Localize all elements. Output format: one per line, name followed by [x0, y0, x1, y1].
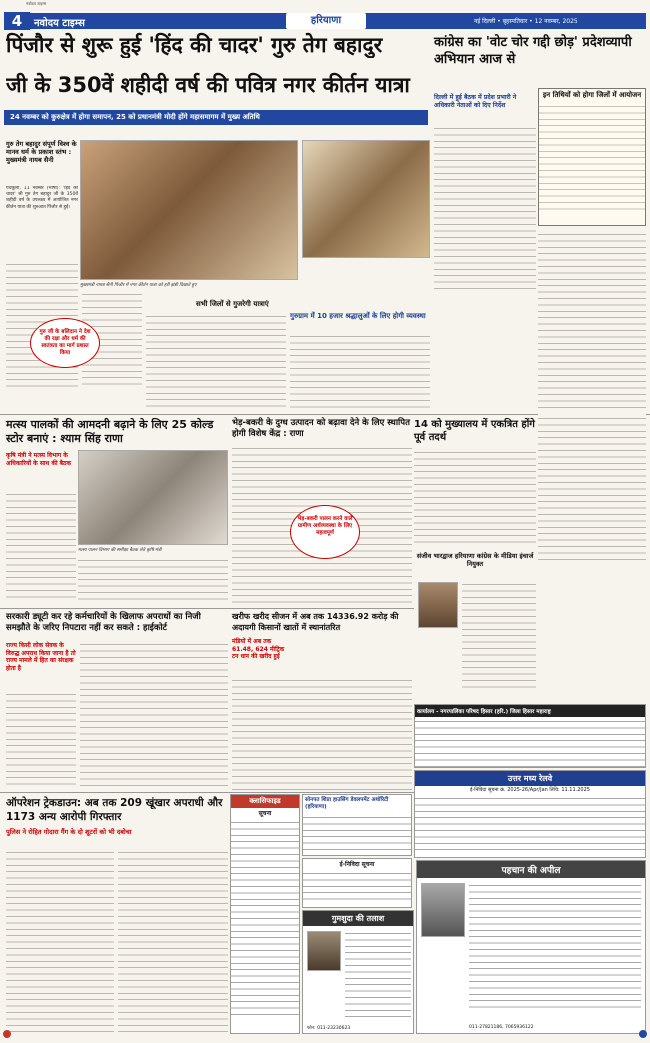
media-incharge-story — [414, 552, 536, 702]
lead-byline: पंचकूला, 11 नवम्बर (भाषा): 'हिंद की चादर' श्री गुरु तेग बहादुर जी के 350वें शहीदी वर्ष के उपलक्ष्य में आयोजित नगर कीर्तन यात्रा की शुरुआत पिंजौर से हुई। — [6, 186, 78, 210]
classified-body — [231, 818, 299, 1018]
paper-name: नवोदय टाइम्स — [34, 18, 85, 29]
missing-title: गुमशुदा की तलाश — [303, 911, 413, 926]
person-photo — [418, 582, 458, 628]
masthead-bar — [4, 13, 646, 29]
top-ribbon — [0, 0, 650, 12]
classified-title: क्लासिफाइड — [231, 795, 299, 808]
court-body — [6, 690, 76, 790]
classified-box — [230, 794, 300, 1034]
middle-headline-2: गुरुग्राम में 10 हजार श्रद्धालुओं के लिए होगी व्यवस्था — [290, 312, 426, 320]
identity-appeal-ad — [416, 860, 646, 1034]
dates-box-body — [539, 102, 645, 212]
registration-mark-left — [3, 1030, 11, 1038]
company-ad — [302, 794, 412, 856]
page-number: 4 — [4, 12, 30, 30]
fish-caption: मत्स्य पालन विभाग की समीक्षा बैठक लेते कृषि मंत्री — [78, 548, 162, 553]
dates-box — [538, 88, 646, 226]
court-body-2 — [80, 640, 228, 790]
middle-headline-1: सभी जिलों से गुजरेगी यात्राएं — [196, 300, 269, 308]
congress-headline: कांग्रेस का 'वोट चोर गद्दी छोड़' प्रदेशव्यापी अभियान आज से — [434, 35, 632, 67]
right-column-body — [538, 414, 646, 564]
lead-headline-2: जी के 350वें शहीदी वर्ष की पवित्र नगर कीर्तन यात्रा — [6, 73, 410, 97]
trackdown-body-2 — [118, 848, 228, 1032]
tender-body — [303, 869, 411, 905]
congress-body — [434, 124, 536, 292]
company-name: सोनपत शिप्रा हाउसिंग डेवलपमेंट अथॉरिटी (हरियाणा) — [305, 797, 389, 810]
media-incharge-body — [462, 580, 536, 690]
middle-body-2 — [290, 332, 430, 412]
registration-mark-right — [639, 1030, 647, 1038]
divider-3 — [0, 792, 414, 793]
company-body — [303, 813, 411, 853]
middle-body-1 — [146, 312, 286, 412]
railway-tender — [414, 770, 646, 858]
lead-caption: मुख्यमंत्री नायब सैनी पिंजौर में नगर कीर्तन यात्रा को हरी झंडी दिखाते हुए — [80, 283, 197, 288]
kharif-sub: मंडियों में अब तक 61.48, 624 मीट्रिक टन धान की खरीद हुई — [232, 638, 285, 660]
municipal-notice-body — [415, 717, 645, 767]
page-label: नवोदय टाइम्स — [26, 1, 47, 6]
fish-body — [6, 490, 76, 600]
kharif-headline: खरीफ खरीद सीजन में अब तक 14336.92 करोड़ की अदायगी किसानों खातों में स्थानांतरित — [232, 612, 399, 632]
classified-sub: सूचना — [258, 810, 272, 817]
missing-body — [345, 929, 411, 1019]
railway-body — [415, 794, 645, 854]
dates-box-title: इन तिथियों को होगा जिलों में आयोजन — [542, 91, 642, 99]
municipal-notice — [414, 704, 646, 768]
sheep-quote: भेड़-बकरी पालन करने वाले ग्रामीण अर्थव्यवस्था के लिए महत्वपूर्ण — [290, 505, 360, 559]
divider-2 — [0, 608, 414, 609]
tender-title: ई-निविदा सूचना — [339, 861, 375, 868]
lead-sub-headline: गुरु तेग बहादुर संपूर्ण विश्व के मानव धर्म के प्रकाश स्तंभ : मुख्यमंत्री नायब सैनी — [6, 140, 77, 164]
trackdown-sub: पुलिस ने रोहित गोदारा गैंग के दो शूटरों को भी दबोचा — [6, 828, 132, 836]
fish-photo — [78, 450, 228, 545]
media-incharge-headline: संजीव भारद्वाज हरियाणा कांग्रेस के मीडिया इंचार्ज नियुक्त — [416, 552, 534, 568]
lead-photo-main — [80, 140, 298, 280]
fish-headline: मत्स्य पालकों की आमदनी बढ़ाने के लिए 25 कोल्ड स्टोर बनाएं : श्याम सिंह राणा — [6, 418, 214, 445]
missing-person-ad — [302, 910, 414, 1034]
tender-notice — [302, 858, 412, 908]
edition-date: नई दिल्ली • बृहस्पतिवार • 12 नवम्बर, 2025 — [474, 18, 578, 25]
appeal-photo — [421, 883, 465, 937]
lead-headline-1: पिंजौर से शुरू हुई 'हिंद की चादर' गुरु तेग बहादुर — [6, 33, 383, 57]
sheep-headline: भेड़-बकरी के दुग्ध उत्पादन को बढ़ावा देने के लिए स्थापित होगी विशेष केंद्र : राणा — [232, 418, 410, 439]
court-headline: सरकारी ड्यूटी कर रहे कर्मचारियों के खिलाफ अपराधों का निजी समझौते के जरिए निपटारा नहीं कर सकते : हाईकोर्ट — [6, 612, 201, 633]
railway-sub: ई-निविदा सूचना क्र. 2025-26/Apr/Jan तिथि: 11.11.2025 — [470, 787, 590, 793]
appeal-helpline: 011-27821186, 7065936122 — [469, 1025, 534, 1030]
appeal-title: पहचान की अपील — [417, 861, 645, 878]
municipal-notice-title: कार्यालय - नगरपालिका परिषद हिसार (हरि.) जिला हिसार महाराष्ट्र — [415, 705, 645, 717]
lead-quote: गुरु जी के बलिदान ने देश की रक्षा और धर्म की स्वतंत्रता का मार्ग प्रशस्त किया — [30, 318, 100, 368]
trackdown-body — [6, 848, 114, 1032]
fish-sub: कृषि मंत्री ने मत्स्य विभाग के अधिकारियों के साथ की बैठक — [6, 452, 72, 467]
missing-photo — [307, 931, 341, 971]
lead-photo-right — [302, 140, 430, 258]
section-name: हरियाणा — [286, 13, 366, 29]
appeal-body — [469, 881, 641, 1011]
lead-strap: 24 नवम्बर को कुरुक्षेत्र में होगा समापन, 25 को प्रधानमंत्री मोदी होंगे महासमागम में मुख्य अतिथि — [4, 110, 428, 125]
adhoc-headline: 14 को मुख्यालय में एकत्रित होंगे पूर्व तदर्थ — [414, 419, 535, 443]
court-sub: राज्य किसी लोक सेवक के विरुद्ध अपराध किया जाना है तो राज्य मामले में हित का संरक्षक होता है — [6, 642, 76, 672]
congress-sub: दिल्ली में हुई बैठक में प्रदेश प्रभारी ने अधिकारी नेताओं को दिए निर्देश — [434, 94, 517, 109]
congress-body-2 — [538, 230, 646, 410]
right-column-story — [538, 414, 646, 564]
missing-phone: फोन: 011-23230623 — [307, 1026, 351, 1031]
fish-body-2 — [78, 556, 228, 604]
kharif-body — [232, 676, 412, 790]
trackdown-headline: ऑपरेशन ट्रेकडाउन: अब तक 209 खूंखार अपराधी और 1173 अन्य आरोपी गिरफ्तार — [6, 797, 223, 823]
railway-title: उत्तर मध्य रेलवे — [415, 771, 645, 786]
adhoc-body — [414, 448, 536, 548]
